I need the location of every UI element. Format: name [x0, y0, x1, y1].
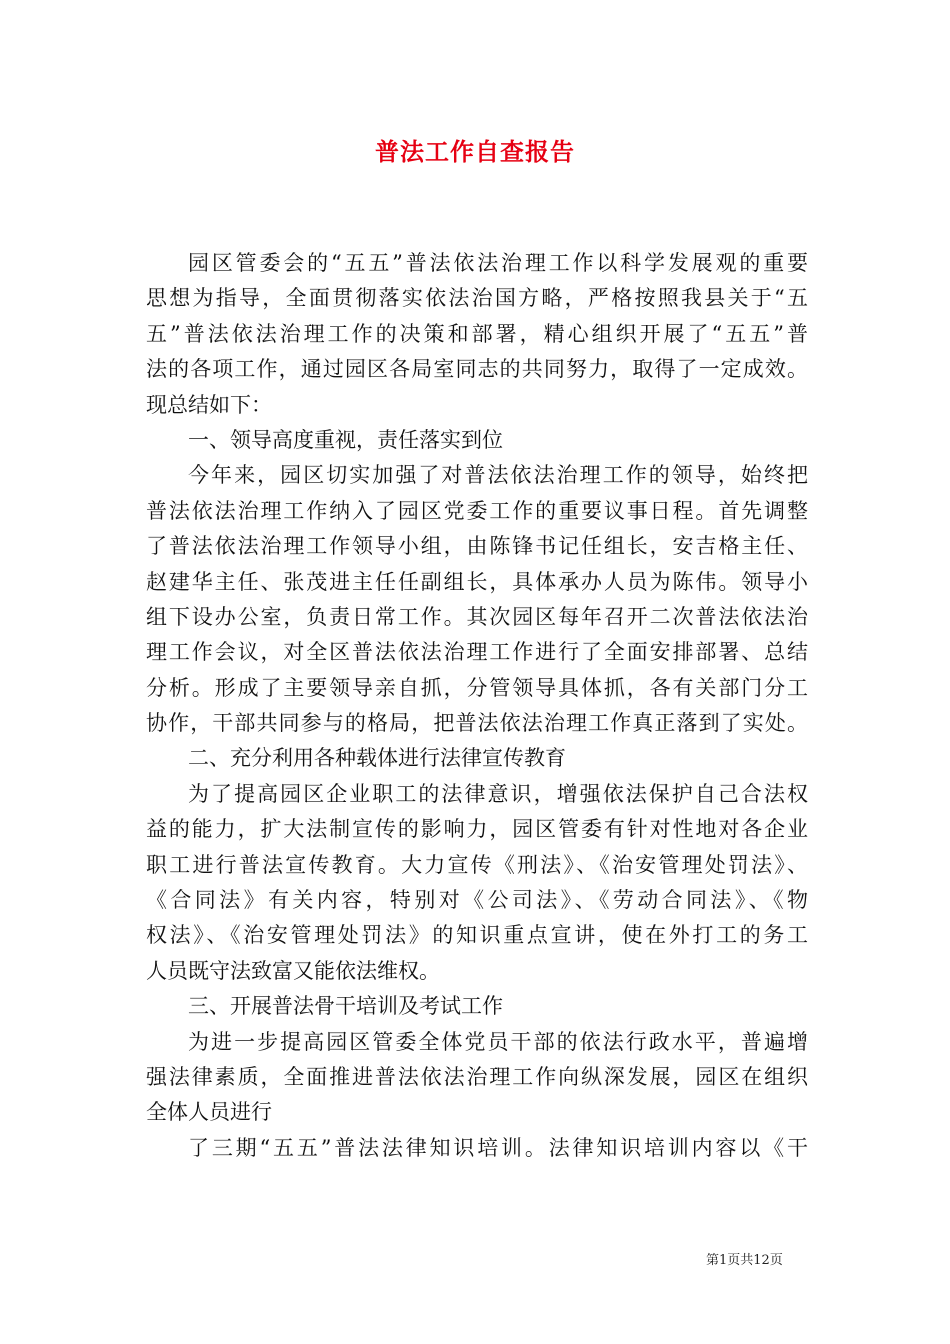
paragraph-line: 全体人员进行 [146, 1100, 272, 1125]
section-heading: 三、开展普法骨干培训及考试工作 [188, 994, 503, 1019]
paragraph-line: 为进一步提高园区管委全体党员干部的依法行政水平，普遍增 [188, 1029, 808, 1054]
section-heading: 二、充分利用各种载体进行法律宣传教育 [188, 746, 566, 771]
paragraph-line: 组下设办公室，负责日常工作。其次园区每年召开二次普法依法治 [146, 604, 808, 629]
paragraph-line: 今年来，园区切实加强了对普法依法治理工作的领导，始终把 [188, 463, 808, 488]
paragraph-line: 益的能力，扩大法制宣传的影响力，园区管委有针对性地对各企业 [146, 817, 808, 842]
paragraph-line: 五”普法依法治理工作的决策和部署，精心组织开展了“五五”普 [146, 321, 808, 346]
paragraph-line: 思想为指导，全面贯彻落实依法治国方略，严格按照我县关于“五 [146, 286, 808, 311]
paragraph-line: 权法》、《治安管理处罚法》的知识重点宣讲，使在外打工的务工 [146, 923, 808, 948]
paragraph-line: 园区管委会的“五五”普法依法治理工作以科学发展观的重要 [188, 251, 808, 275]
paragraph-line: 了普法依法治理工作领导小组，由陈锋书记任组长，安吉格主任、 [146, 534, 808, 559]
paragraph-line: 协作，干部共同参与的格局，把普法依法治理工作真正落到了实处。 [146, 711, 808, 736]
document-body [146, 246, 808, 1166]
paragraph-line: 了三期“五五”普法法律知识培训。法律知识培训内容以《干 [188, 1135, 808, 1160]
paragraph-line: 现总结如下： [146, 392, 272, 417]
paragraph-line: 职工进行普法宣传教育。大力宣传《刑法》、《治安管理处罚法》、 [146, 852, 808, 877]
paragraph-line: 法的各项工作，通过园区各局室同志的共同努力，取得了一定成效。 [146, 357, 808, 382]
paragraph-line: 强法律素质，全面推进普法依法治理工作向纵深发展，园区在组织 [146, 1064, 808, 1089]
paragraph-line: 理工作会议，对全区普法依法治理工作进行了全面安排部署、总结 [146, 640, 808, 665]
document-title: 普法工作自查报告 [375, 137, 575, 166]
paragraph-line: 普法依法治理工作纳入了园区党委工作的重要议事日程。首先调整 [146, 498, 808, 523]
paragraph-line: 《合同法》有关内容，特别对《公司法》、《劳动合同法》、《物 [146, 888, 808, 913]
paragraph-line: 为了提高园区企业职工的法律意识，增强依法保护自己合法权 [188, 781, 808, 806]
paragraph-line: 赵建华主任、张茂进主任任副组长，具体承办人员为陈伟。领导小 [146, 569, 808, 594]
section-heading: 一、领导高度重视，责任落实到位 [188, 427, 503, 452]
paragraph-line: 分析。形成了主要领导亲自抓，分管领导具体抓，各有关部门分工 [146, 675, 808, 700]
page-footer: 第1页共12页 [706, 1253, 783, 1268]
paragraph-line: 人员既守法致富又能依法维权。 [146, 958, 440, 983]
